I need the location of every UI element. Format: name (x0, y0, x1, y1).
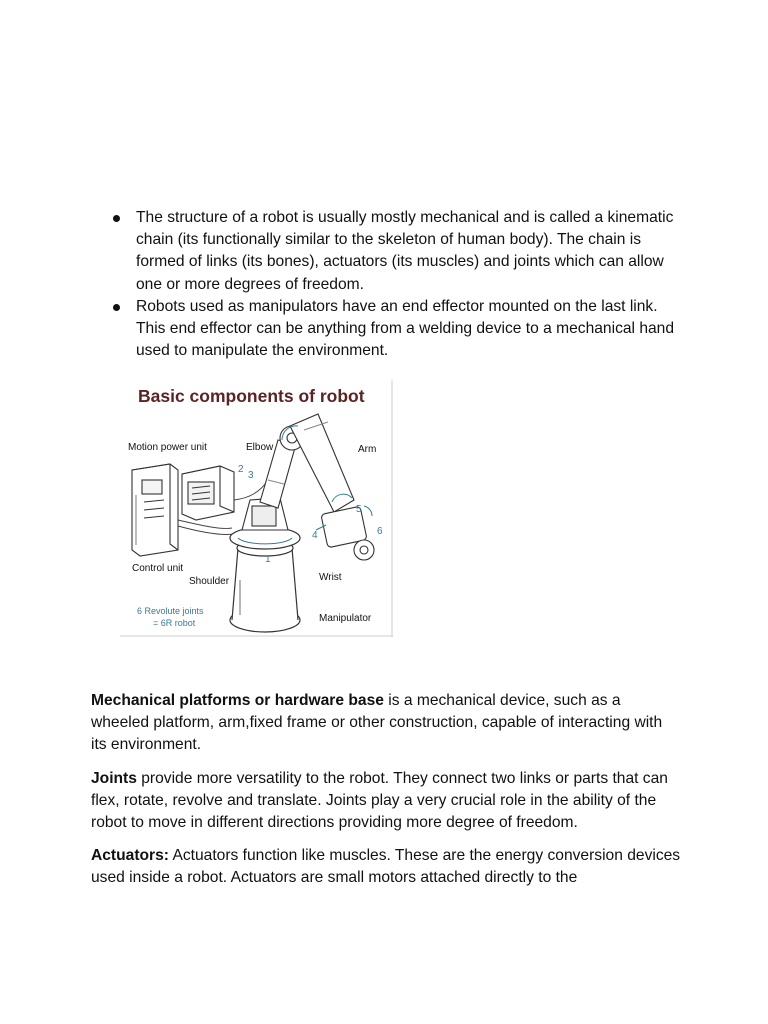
joint-number-1: 1 (265, 554, 271, 565)
label-revolute-joints: 6 Revolute joints (137, 606, 204, 616)
label-elbow: Elbow (246, 442, 274, 453)
paragraph-term: Mechanical platforms or hardware base (91, 692, 384, 709)
label-arm: Arm (358, 444, 377, 455)
joint-number-3: 3 (248, 470, 254, 481)
paragraph-joints (91, 768, 681, 835)
motion-power-unit-box (182, 466, 234, 520)
paragraph-text: provide more versatility to the robot. They connect two links or parts that can flex, rotate, revolve and translate. Joints play a very crucial role in the ability of the robot to move in different directions providing more degree of freedom. (91, 770, 668, 832)
label-shoulder: Shoulder (189, 576, 230, 587)
joint-number-2: 2 (238, 464, 244, 475)
paragraph-mechanical-platforms (91, 690, 681, 757)
joint-number-4: 4 (312, 530, 318, 541)
bullet-item (110, 207, 685, 296)
joint-number-5: 5 (356, 504, 362, 515)
robot-base (230, 527, 300, 632)
robot-forearm (290, 414, 354, 512)
label-control-unit: Control unit (132, 563, 184, 574)
control-unit-cabinet (132, 464, 178, 556)
paragraph-actuators (91, 845, 681, 889)
bullet-text: The structure of a robot is usually mostly mechanical and is called a kinematic chain (its functionally similar to the skeleton of human body). The chain is formed of links (its bones), actuators (its muscles) and joints which can allow one or more degrees of freedom. (136, 209, 674, 293)
figure-title: Basic components of robot (138, 386, 365, 406)
robot-figure (120, 380, 393, 637)
bullet-text: Robots used as manipulators have an end effector mounted on the last link. This end effector can be anything from a welding device to a mechanical hand used to manipulate the environment. (136, 297, 675, 360)
paragraph-text: Actuators function like muscles. These are the energy conversion devices used inside a robot. Actuators are small motors attached directly to the (91, 847, 681, 887)
label-wrist: Wrist (319, 572, 342, 583)
bullet-list (110, 207, 685, 362)
label-motion-power-unit: Motion power unit (128, 442, 207, 453)
bullet-item (110, 296, 685, 363)
label-6r-robot: = 6R robot (153, 618, 196, 628)
label-manipulator: Manipulator (319, 613, 372, 624)
paragraph-text: is a mechanical device, such as a wheeled platform, arm,fixed frame or other construction, capable of interacting with its environment. (91, 692, 663, 754)
paragraph-term: Actuators: (91, 847, 169, 864)
robot-wrist (316, 506, 374, 560)
bullet-icon (113, 215, 120, 222)
bullet-icon (113, 304, 120, 311)
paragraph-term: Joints (91, 770, 137, 787)
joint-number-6: 6 (377, 526, 383, 537)
